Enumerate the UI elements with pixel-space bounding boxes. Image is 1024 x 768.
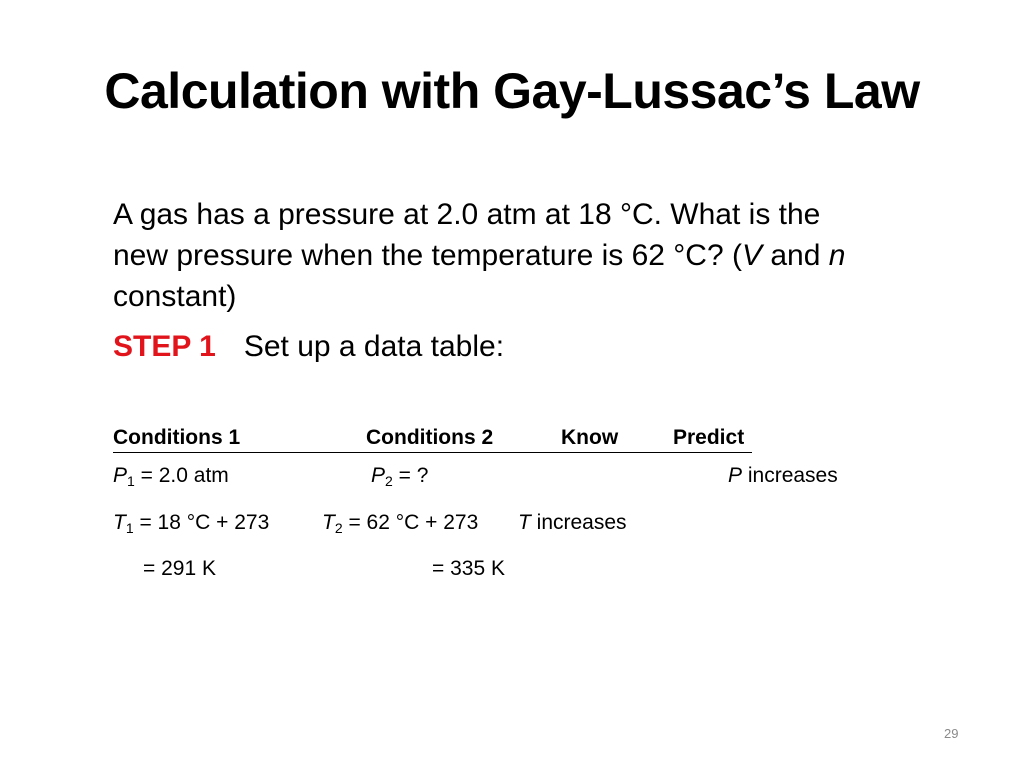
var-t2: T <box>322 511 335 534</box>
cell-k1: = 291 K <box>143 557 216 580</box>
step-line <box>113 326 504 367</box>
cell-p-predict <box>728 463 838 489</box>
question-line-2-text: new pressure when the temperature is 62 °C? ( <box>113 239 742 272</box>
var-t1: T <box>113 511 126 534</box>
cell-t1 <box>113 510 269 536</box>
data-table-header <box>113 426 752 453</box>
value-t2: = 62 °C + 273 <box>342 511 479 534</box>
var-p1: P <box>113 464 128 487</box>
cell-t-know <box>518 510 627 536</box>
header-know: Know <box>561 426 619 449</box>
cell-p2 <box>371 463 428 489</box>
question-line-2 <box>113 235 983 276</box>
sub-p1: 1 <box>127 473 135 489</box>
header-predict: Predict <box>673 426 745 449</box>
question-text <box>113 194 983 317</box>
page-number: 29 <box>944 726 959 741</box>
cell-p1 <box>113 463 229 489</box>
sub-p2: 2 <box>385 473 393 489</box>
sub-t1: 1 <box>125 520 134 536</box>
var-p2: P <box>371 464 386 487</box>
question-and: and <box>762 239 829 272</box>
header-conditions-1: Conditions 1 <box>113 426 241 449</box>
step-text: Set up a data table: <box>243 330 505 363</box>
text-p-predict: increases <box>742 464 838 487</box>
value-p1: = 2.0 atm <box>134 464 229 487</box>
value-p2: = ? <box>392 464 429 487</box>
question-line-3: constant) <box>113 280 237 313</box>
question-line-1: A gas has a pressure at 2.0 atm at 18 °C. What is the <box>113 198 821 231</box>
header-conditions-2: Conditions 2 <box>366 426 494 449</box>
var-p-predict: P <box>728 464 743 487</box>
value-t1: = 18 °C + 273 <box>133 511 270 534</box>
cell-k2: = 335 K <box>432 557 505 580</box>
slide-title: Calculation with Gay-Lussac’s Law <box>104 63 920 119</box>
sub-t2: 2 <box>334 520 343 536</box>
var-t-know: T <box>518 511 531 534</box>
variable-n: n <box>828 239 846 272</box>
cell-t2 <box>322 510 478 536</box>
step-label: STEP 1 <box>113 330 216 363</box>
variable-v: V <box>741 239 762 272</box>
text-t-know: increases <box>530 511 627 534</box>
